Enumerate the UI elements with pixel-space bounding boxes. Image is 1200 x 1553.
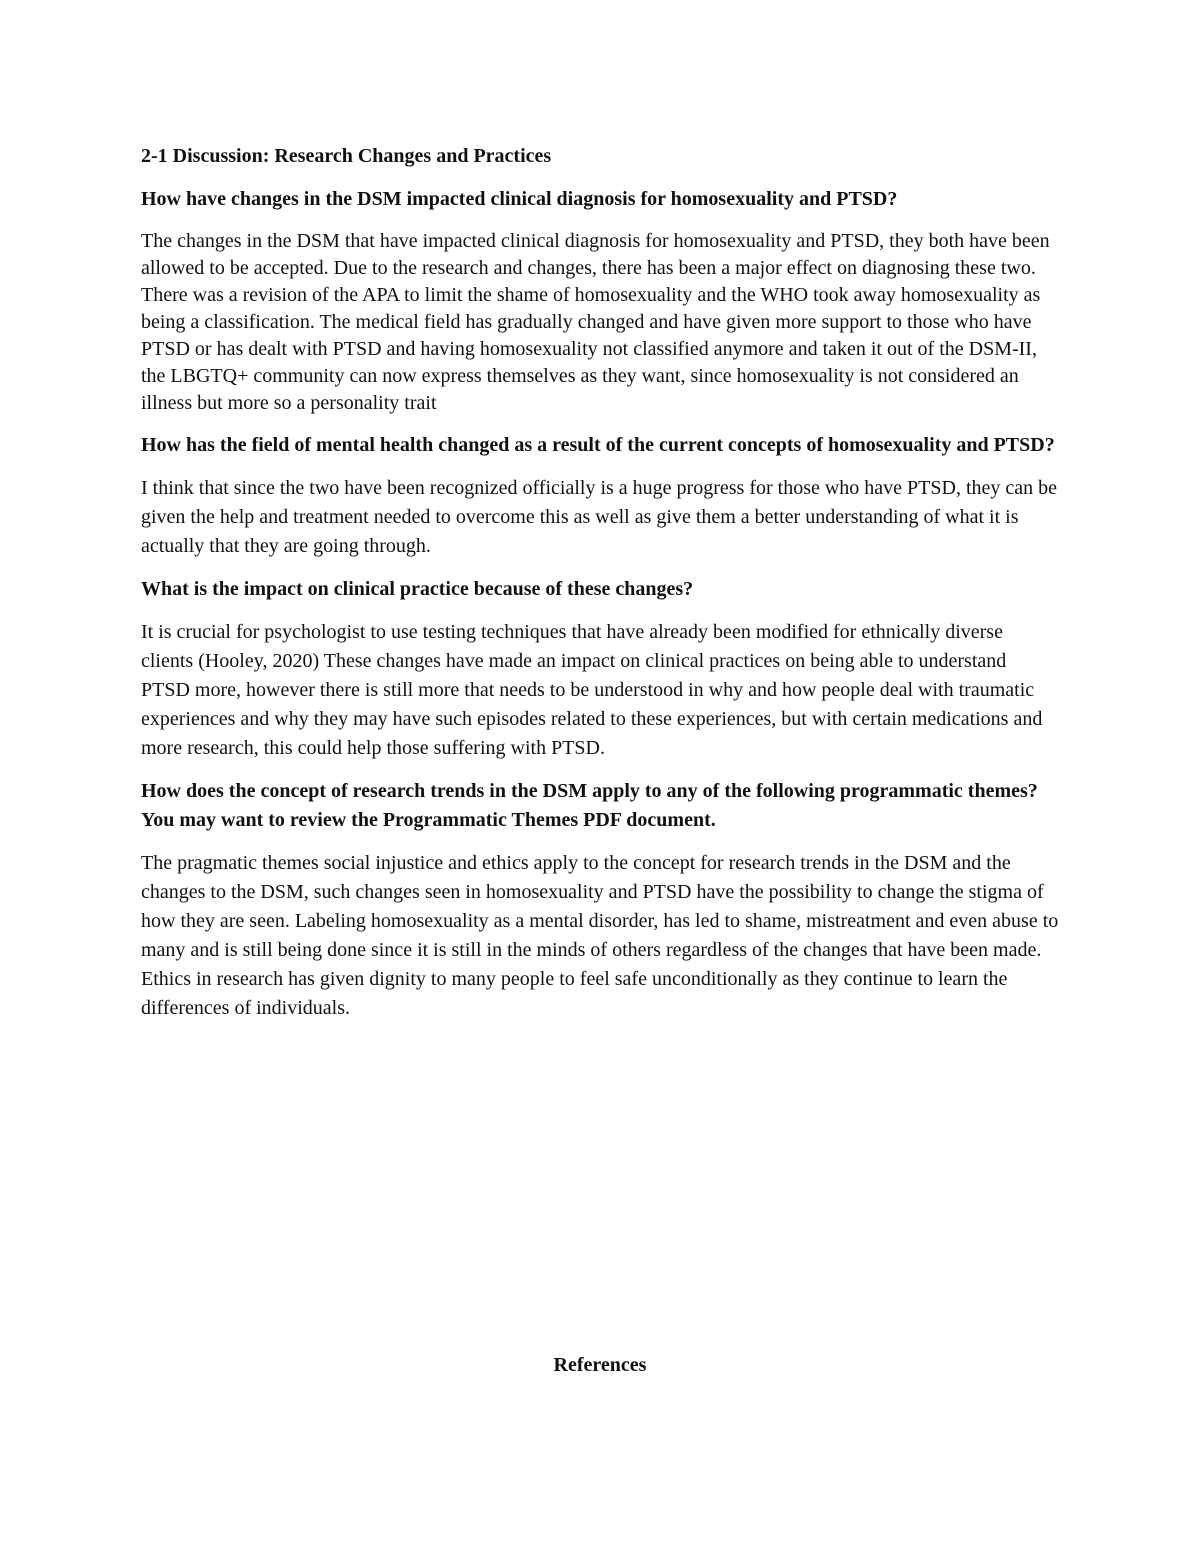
question-1: How have changes in the DSM impacted clinical diagnosis for homosexuality and PTSD? — [141, 188, 898, 210]
page-title: 2-1 Discussion: Research Changes and Practices — [141, 145, 552, 167]
document-body — [141, 141, 1059, 1037]
references-heading: References — [553, 1354, 647, 1376]
question-2: How has the field of mental health changed as a result of the current concepts of homosexuality and PTSD? — [141, 434, 1055, 456]
answer-2: I think that since the two have been recognized officially is a huge progress for those who have PTSD, they can be given the help and treatment needed to overcome this as well as give them a better understanding of what it is actually that they are going through. — [141, 477, 1058, 557]
question-4: How does the concept of research trends in the DSM apply to any of the following programmatic themes? You may want to review the Programmatic Themes PDF document. — [141, 780, 1038, 831]
answer-1: The changes in the DSM that have impacted clinical diagnosis for homosexuality and PTSD, they both have been allowed to be accepted. Due to the research and changes, there has been a major effect on diagnosing these two. There was a revision of the APA to limit the shame of homosexuality and the WHO took away homosexuality as being a classification. The medical field has gradually changed and have given more support to those who have PTSD or has dealt with PTSD and having homosexuality not classified anymore and taken it out of the DSM-II, the LBGTQ+ community can now express themselves as they want, since homosexuality is not considered an illness but more so a personality trait — [141, 230, 1050, 414]
answer-4: The pragmatic themes social injustice and ethics apply to the concept for research trends in the DSM and the changes to the DSM, such changes seen in homosexuality and PTSD have the possibility to change the stigma of how they are seen. Labeling homosexuality as a mental disorder, has led to shame, mistreatment and even abuse to many and is still being done since it is still in the minds of others regardless of the changes that have been made. Ethics in research has given dignity to many people to feel safe unconditionally as they continue to learn the differences of individuals. — [141, 852, 1059, 1019]
answer-3: It is crucial for psychologist to use testing techniques that have already been modified for ethnically diverse clients (Hooley, 2020) These changes have made an impact on clinical practices on being able to understand PTSD more, however there is still more that needs to be understood in why and how people deal with traumatic experiences and why they may have such episodes related to these experiences, but with certain medications and more research, this could help those suffering with PTSD. — [141, 621, 1043, 759]
question-3: What is the impact on clinical practice because of these changes? — [141, 578, 694, 600]
